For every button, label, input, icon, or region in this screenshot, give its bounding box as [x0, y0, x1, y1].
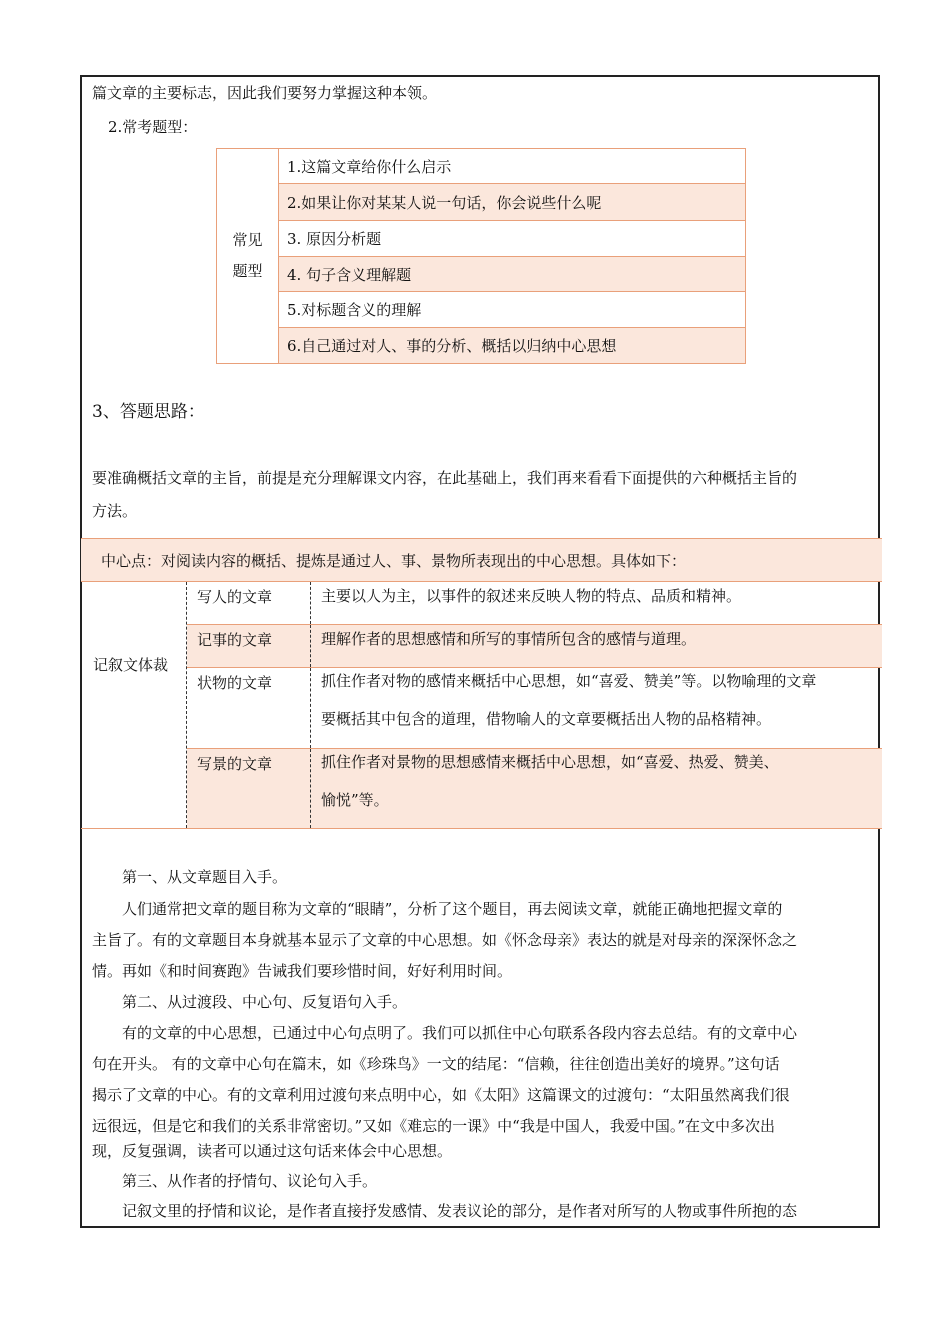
body-paragraph-line: 揭示了文章的中心。有的文章利用过渡句来点明中心，如《太阳》这篇课文的过渡句：“太阳虽然离我们很	[92, 1086, 790, 1104]
question-type-row: 5.对标题含义的理解	[279, 292, 745, 328]
genre-description	[321, 629, 696, 649]
label-line-1: 常见	[232, 231, 263, 249]
genre-type: 写景的文章	[187, 749, 311, 828]
body-paragraph-line: 远很远，但是它和我们的关系非常密切。”又如《难忘的一课》中“我是中国人，我爱中国。”在文中多次出	[92, 1117, 776, 1135]
genre-row	[187, 668, 882, 749]
body-paragraph-line: 第一、从文章题目入手。	[92, 868, 288, 886]
body-paragraph-line: 现，反复强调，读者可以通过这句话来体会中心思想。	[92, 1142, 453, 1160]
genre-type: 记事的文章	[187, 625, 311, 667]
narrative-genre-table	[81, 582, 882, 828]
genre-table-bottom-border	[81, 828, 882, 829]
genre-description	[321, 586, 741, 606]
question-type-row: 3. 原因分析题	[279, 221, 745, 257]
body-paragraph-line: 句在开头。 有的文章中心句在篇末，如《珍珠鸟》一文的结尾：“信赖，往往创造出美好的境界。”这句话	[92, 1055, 780, 1073]
genre-description-line: 要概括其中包含的道理，借物喻人的文章要概括出人物的品格精神。	[321, 710, 772, 728]
genre-row	[187, 582, 882, 625]
center-point-banner: 中心点：对阅读内容的概括、提炼是通过人、事、景物所表现出的中心思想。具体如下：	[81, 538, 882, 582]
section-heading-question-types: 2.常考题型：	[108, 118, 198, 136]
body-paragraph-line: 有的文章的中心思想，已通过中心句点明了。我们可以抓住中心句联系各段内容去总结。有的文章中心	[92, 1024, 798, 1042]
genre-category-label: 记叙文体裁	[93, 656, 169, 674]
genre-description-line: 主要以人为主，以事件的叙述来反映人物的特点、品质和精神。	[321, 587, 742, 605]
body-paragraph-line: 第二、从过渡段、中心句、反复语句入手。	[92, 993, 408, 1011]
section-heading-answer-approach: 3、答题思路：	[92, 402, 205, 422]
label-line-2: 题型	[232, 262, 263, 280]
intro-paragraph-line: 要准确概括文章的主旨，前提是充分理解课文内容，在此基础上，我们再来看看下面提供的六种概括主旨的	[92, 469, 798, 487]
question-type-row: 6.自己通过对人、事的分析、概括以归纳中心思想	[279, 328, 745, 363]
genre-description-line: 抓住作者对物的感情来概括中心思想，如“喜爱、赞美”等。以物喻理的文章	[321, 672, 817, 690]
intro-line: 篇文章的主要标志，因此我们要努力掌握这种本领。	[92, 84, 438, 102]
genre-description-line: 愉悦”等。	[321, 791, 389, 809]
genre-description	[321, 743, 779, 819]
genre-type: 状物的文章	[187, 668, 311, 748]
question-types-label	[217, 149, 279, 363]
body-paragraph-line: 主旨了。有的文章题目本身就基本显示了文章的中心思想。如《怀念母亲》表达的就是对母亲的深深怀念之	[92, 931, 798, 949]
body-paragraph-line: 记叙文里的抒情和议论，是作者直接抒发感情、发表议论的部分，是作者对所写的人物或事件所抱的态	[92, 1202, 798, 1220]
question-types-table	[216, 148, 746, 364]
genre-category-cell	[81, 582, 187, 828]
genre-row	[187, 749, 882, 828]
body-paragraph-line: 人们通常把文章的题目称为文章的“眼睛”，分析了这个题目，再去阅读文章，就能正确地把握文章的	[92, 900, 783, 918]
body-paragraph-line: 第三、从作者的抒情句、议论句入手。	[92, 1172, 378, 1190]
genre-description-line: 抓住作者对景物的思想感情来概括中心思想，如“喜爱、热爱、赞美、	[321, 753, 779, 771]
question-type-row: 4. 句子含义理解题	[279, 257, 745, 292]
genre-description	[321, 662, 816, 738]
genre-type: 写人的文章	[187, 582, 311, 624]
genre-description-line: 理解作者的思想感情和所写的事情所包含的感情与道理。	[321, 630, 697, 648]
question-type-row: 2.如果让你对某某人说一句话，你会说些什么呢	[279, 184, 745, 221]
body-paragraph-line: 情。再如《和时间赛跑》告诫我们要珍惜时间，好好利用时间。	[92, 962, 513, 980]
question-type-row: 1.这篇文章给你什么启示	[279, 149, 745, 184]
intro-paragraph-line: 方法。	[92, 502, 138, 520]
